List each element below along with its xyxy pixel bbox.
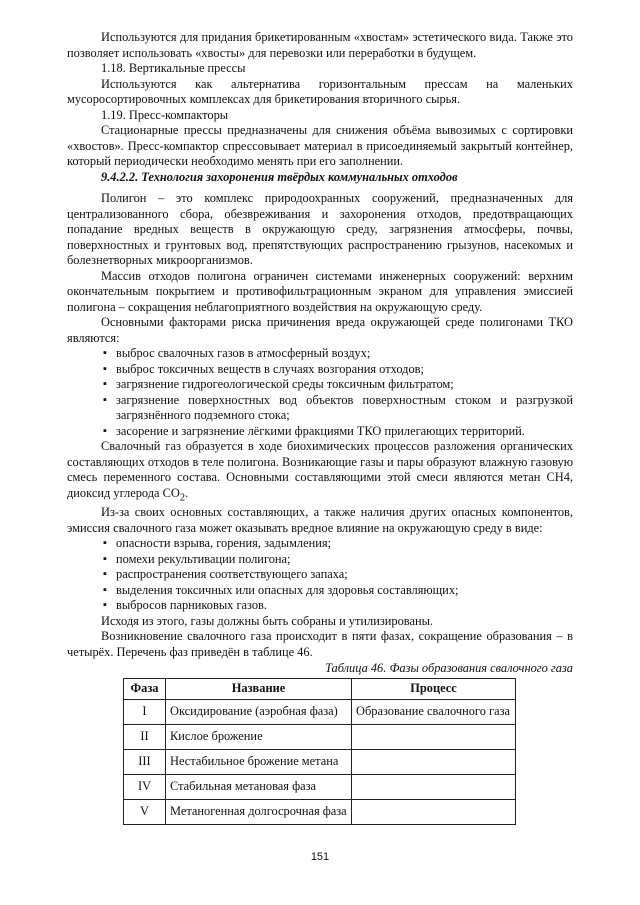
table-row xyxy=(124,699,516,724)
list-item: ▪ загрязнение гидрогеологической среды токсичным фильтратом; xyxy=(67,377,573,393)
table-row xyxy=(124,724,516,749)
paragraph: Используются для придания брикетированным «хвостам» эстетического вида. Также это позволяет использовать «хвосты» для перевозки или переработки в будущем. xyxy=(67,30,573,60)
cell-phase: I xyxy=(124,699,166,724)
paragraph: Из-за своих основных составляющих, а также наличия других опасных компонентов, эмиссия свалочного газа может оказывать вредное влияние на окружающую среду в виде: xyxy=(67,505,573,535)
paragraph: Основными факторами риска причинения вреда окружающей среде полигонами ТКО являются: xyxy=(67,315,573,345)
list-item: ▪ помехи рекультивации полигона; xyxy=(67,552,573,568)
gas-effect-list xyxy=(67,536,573,614)
table-row xyxy=(124,774,516,799)
list-item: ▪ выброс свалочных газов в атмосферный воздух; xyxy=(67,346,573,362)
cell-phase: III xyxy=(124,749,166,774)
cell-process xyxy=(352,774,516,799)
list-item: ▪ выделения токсичных или опасных для здоровья составляющих; xyxy=(67,583,573,599)
risk-factor-list xyxy=(67,346,573,439)
cell-phase: IV xyxy=(124,774,166,799)
paragraph: Возникновение свалочного газа происходит в пяти фазах, сокращение образования – в четырёх. Перечень фаз приведён в таблице 46. xyxy=(67,629,573,659)
list-item: ▪ выбросов парниковых газов. xyxy=(67,598,573,614)
paragraph: Полигон – это комплекс природоохранных сооружений, предназначенных для централизованного сбора, обезвреживания и захоронения отходов, предотвращающих попадание вредных веществ в окружающую среду, загрязнения атмосферы, почвы, поверхностных и грунтовых вод, препятствующих распространению грызунов, насекомых и болезнетворных микроорганизмов. xyxy=(67,191,573,267)
list-item: ▪ загрязнение поверхностных вод объектов поверхностным стоком и разгрузкой загрязнённого подземного стока; xyxy=(67,393,573,424)
cell-process: Образование свалочного газа xyxy=(352,699,516,724)
cell-process xyxy=(352,799,516,824)
table-caption: Таблица 46. Фазы образования свалочного газа xyxy=(325,661,573,676)
cell-name: Оксидирование (аэробная фаза) xyxy=(166,699,352,724)
paragraph: Массив отходов полигона ограничен системами инженерных сооружений: верхним окончательным покрытием и противофильтрационным экраном для управления эмиссией полигона – сокращения неблагоприятного воздействия на окружающую среду. xyxy=(67,268,573,314)
paragraph: Исходя из этого, газы должны быть собраны и утилизированы. xyxy=(101,613,434,628)
gas-phases-table xyxy=(123,678,516,825)
cell-name: Стабильная метановая фаза xyxy=(166,774,352,799)
header-process: Процесс xyxy=(352,678,516,699)
subscript: 2 xyxy=(179,491,186,503)
paragraph: Используются как альтернатива горизонтальным прессам на маленьких мусоросортировочных комплексах для брикетирования вторичного сырья. xyxy=(67,76,573,106)
header-name: Название xyxy=(166,678,352,699)
paragraph-text: Свалочный газ образуется в ходе биохимических процессов разложения органических составляющих отходов в теле полигона. Возникающие газы и пары образуют влажную газовую смесь переменного состава. Основными составляющими этой смеси являются метан CH4, диоксид углерода CO xyxy=(67,439,573,500)
section-heading: 9.4.2.2. Технология захоронения твёрдых коммунальных отходов xyxy=(101,169,458,184)
subsection-heading-1-18: 1.18. Вертикальные прессы xyxy=(101,61,246,75)
header-phase: Фаза xyxy=(124,678,166,699)
paragraph: Стационарные прессы предназначены для снижения объёма вывозимых с сортировки «хвостов». Пресс-компактор спрессовывает материал в присоединяемый закрытый контейнер, который периодически необходимо менять при его заполнении. xyxy=(67,123,573,168)
table-header-row xyxy=(124,678,516,699)
list-item: ▪ выброс токсичных веществ в случаях возгорания отходов; xyxy=(67,362,573,378)
page-number: 151 xyxy=(310,851,330,863)
list-item: ▪ распространения соответствующего запаха; xyxy=(67,567,573,583)
cell-process xyxy=(352,724,516,749)
page-body xyxy=(67,30,573,825)
list-item: ▪ опасности взрыва, горения, задымления; xyxy=(67,536,573,552)
list-item: ▪ засорение и загрязнение лёгкими фракциями ТКО прилегающих территорий. xyxy=(67,424,573,440)
paragraph-end: . xyxy=(185,485,189,500)
cell-phase: II xyxy=(124,724,166,749)
subsection-heading-1-19: 1.19. Пресс-компакторы xyxy=(101,107,229,122)
paragraph xyxy=(67,439,573,505)
table-row xyxy=(124,749,516,774)
cell-phase: V xyxy=(124,799,166,824)
cell-name: Нестабильное брожение метана xyxy=(166,749,352,774)
cell-process xyxy=(352,749,516,774)
cell-name: Кислое брожение xyxy=(166,724,352,749)
table-row xyxy=(124,799,516,824)
cell-name: Метаногенная долгосрочная фаза xyxy=(166,799,352,824)
